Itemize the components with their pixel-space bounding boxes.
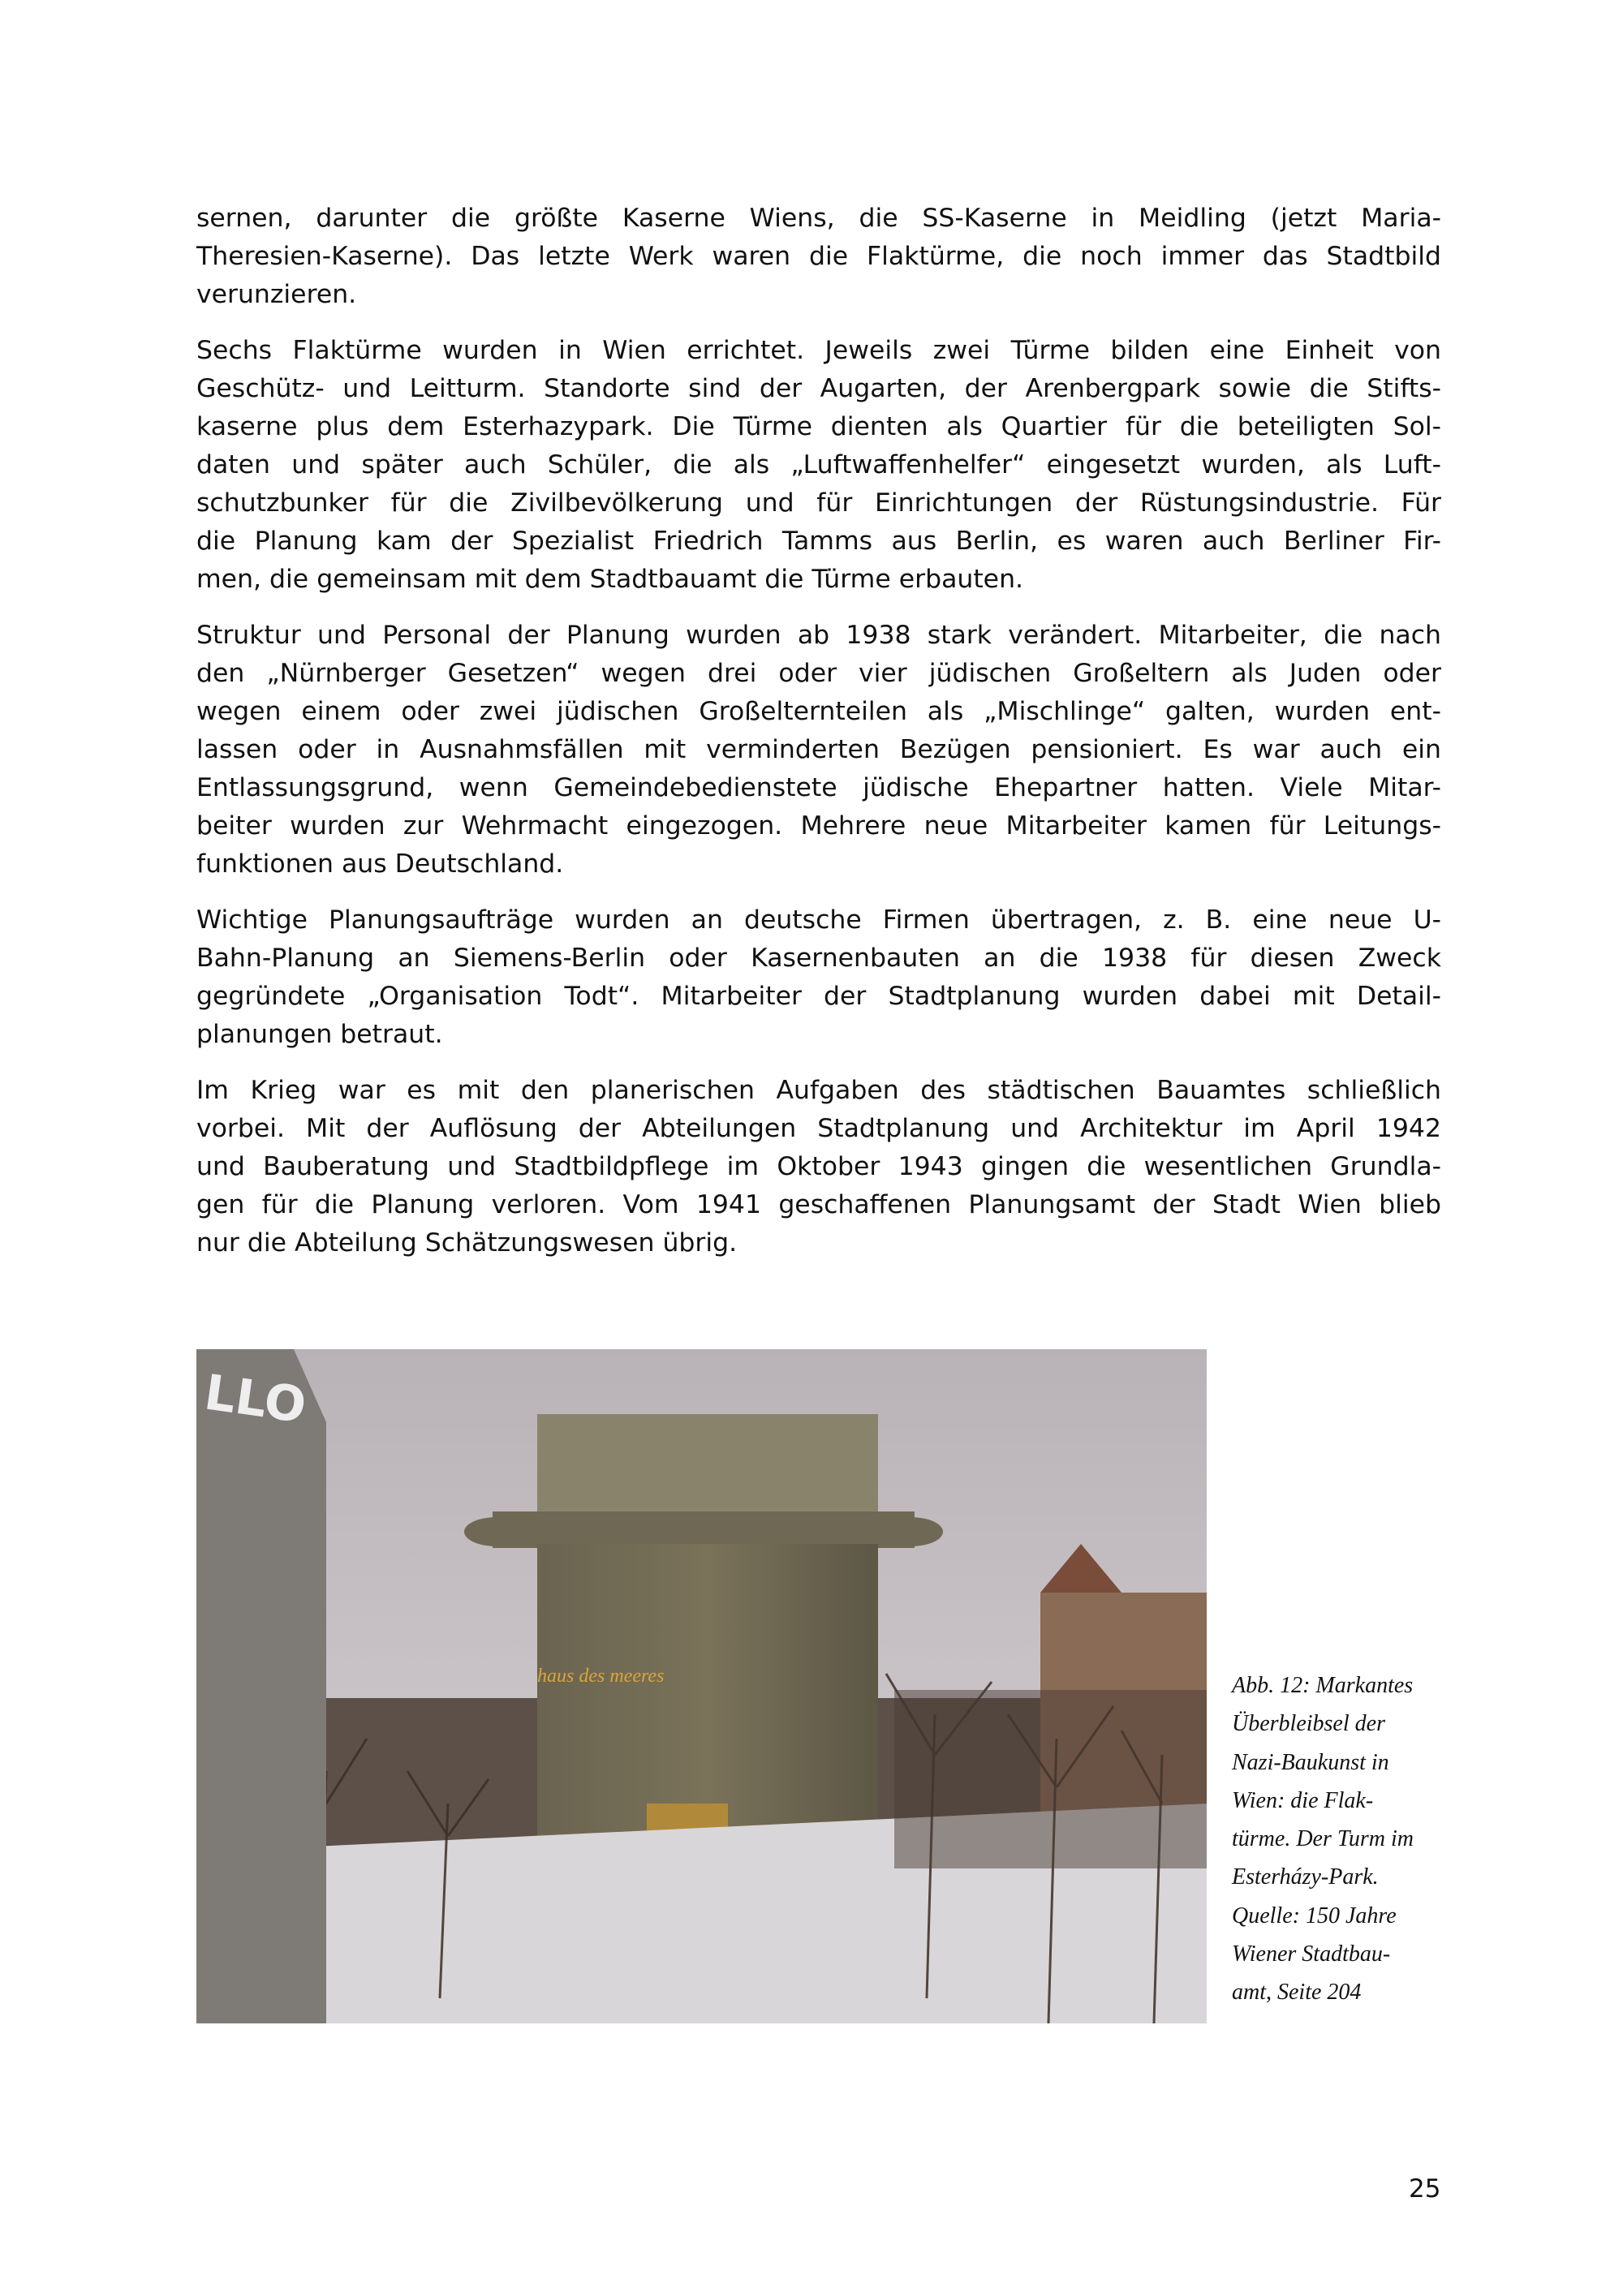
tower-sign: haus des meeres [537, 1666, 665, 1687]
tower-top [537, 1414, 878, 1520]
caption-line: türme. Der Turm im [1232, 1826, 1414, 1852]
text-line: Struktur und Personal der Planung wurden ab 1938 stark verändert. Mitarbeiter, die nach [196, 621, 1441, 650]
page-number: 25 [1409, 2174, 1441, 2204]
text-line: planungen betraut. [196, 1020, 443, 1049]
paragraph [196, 617, 1441, 884]
text-line: beiter wurden zur Wehrmacht eingezogen. Mehrere neue Mitarbeiter kamen für Leitungs- [196, 811, 1441, 841]
text-line: die Planung kam der Spezialist Friedrich Tamms aus Berlin, es waren auch Berliner Fir- [196, 527, 1441, 556]
text-line: wegen einem oder zwei jüdischen Großelternteilen als „Mischlinge“ galten, wurden ent- [196, 697, 1441, 726]
text-line: sernen, darunter die größte Kaserne Wiens, die SS-Kaserne in Meidling (jetzt Maria- [196, 204, 1441, 233]
text-line: lassen oder in Ausnahmsfällen mit verminderten Bezügen pensioniert. Es war auch ein [196, 735, 1441, 764]
corner-sign: LLO [200, 1364, 310, 1435]
text-line: Theresien-Kaserne). Das letzte Werk waren die Flaktürme, die noch immer das Stadtbild [196, 242, 1441, 271]
caption-line: amt, Seite 204 [1232, 1980, 1362, 2006]
text-line: gen für die Planung verloren. Vom 1941 geschaffenen Planungsamt der Stadt Wien blieb [196, 1190, 1441, 1219]
caption-line: Wiener Stadtbau- [1232, 1941, 1391, 1967]
text-line: Geschütz- und Leitturm. Standorte sind der Augarten, der Arenbergpark sowie die Stifts- [196, 374, 1441, 403]
text-line: Entlassungsgrund, wenn Gemeindebedienstete jüdische Ehepartner hatten. Viele Mitar- [196, 773, 1441, 802]
text-line: schutzbunker für die Zivilbevölkerung und für Einrichtungen der Rüstungsindustrie. Für [196, 488, 1441, 518]
text-line: funktionen aus Deutschland. [196, 849, 564, 879]
paragraph [196, 332, 1441, 599]
body-text [196, 200, 1441, 1280]
left-building [196, 1349, 326, 2023]
text-line: Im Krieg war es mit den planerischen Aufgaben des städtischen Bauamtes schließlich [196, 1076, 1441, 1105]
paragraph [196, 901, 1441, 1054]
text-line: kaserne plus dem Esterhazypark. Die Türme dienten als Quartier für die beteiligten Sol- [196, 412, 1441, 441]
text-line: und Bauberatung und Stadtbildpflege im Oktober 1943 gingen die wesentlichen Grundla- [196, 1152, 1441, 1181]
figure-caption [1232, 1666, 1451, 2012]
text-line: daten und später auch Schüler, die als „Luftwaffenhelfer“ eingesetzt wurden, als Luft- [196, 450, 1441, 479]
caption-line: Wien: die Flak- [1232, 1787, 1374, 1813]
text-line: Sechs Flaktürme wurden in Wien errichtet. Jeweils zwei Türme bilden eine Einheit von [196, 336, 1441, 365]
text-line: vorbei. Mit der Auflösung der Abteilungen Stadtplanung und Architektur im April 1942 [196, 1114, 1441, 1143]
caption-line: Überbleibsel der [1232, 1711, 1385, 1737]
text-line: verunzieren. [196, 280, 357, 309]
text-line: Wichtige Planungsaufträge wurden an deutsche Firmen übertragen, z. B. eine neue U- [196, 905, 1441, 935]
caption-line: Quelle: 150 Jahre [1232, 1903, 1397, 1928]
caption-line: Abb. 12: Markantes [1232, 1673, 1414, 1698]
flak-tower-photo [196, 1349, 1207, 2023]
text-line: nur die Abteilung Schätzungswesen übrig. [196, 1228, 738, 1258]
caption-line: Esterházy-Park. [1232, 1864, 1379, 1890]
text-line: gegründete „Organisation Todt“. Mitarbeiter der Stadtplanung wurden dabei mit Detail- [196, 982, 1441, 1011]
paragraph [196, 1072, 1441, 1262]
paragraph [196, 200, 1441, 314]
caption-line: Nazi-Baukunst in [1232, 1749, 1389, 1775]
text-line: Bahn-Planung an Siemens-Berlin oder Kasernenbauten an die 1938 für diesen Zweck [196, 944, 1441, 973]
text-line: den „Nürnberger Gesetzen“ wegen drei oder vier jüdischen Großeltern als Juden oder [196, 659, 1441, 688]
text-line: men, die gemeinsam mit dem Stadtbauamt die Türme erbauten. [196, 565, 1024, 594]
